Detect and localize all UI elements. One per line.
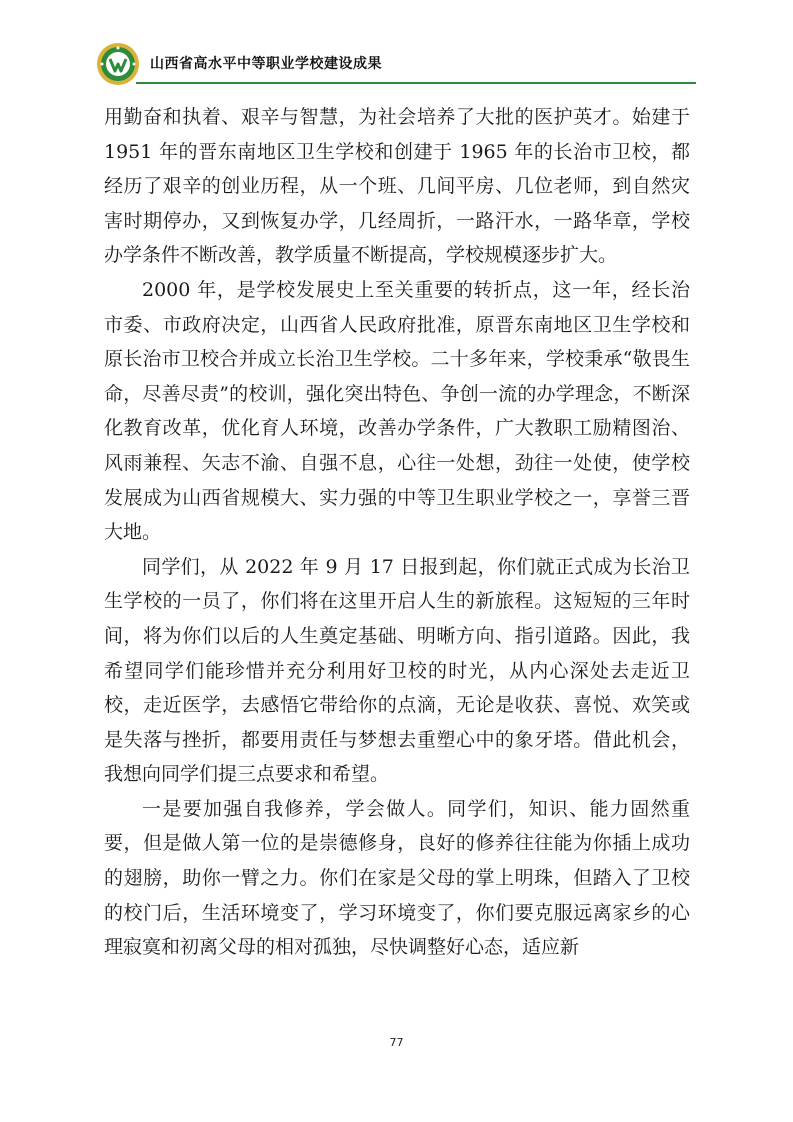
page-number: 77 <box>389 1036 404 1049</box>
header-title: 山西省高水平中等职业学校建设成果 <box>150 56 382 72</box>
header-divider <box>136 82 696 84</box>
paragraph-continued: 用勤奋和执着、艰辛与智慧，为社会培养了大批的医护英才。始建于 1951 年的晋东南地区卫生学校和创建于 1965 年的长治市卫校，都经历了艰辛的创业历程，从一个班、几间平房、几位老师，到自然灾害时期停办，又到恢复办学，几经周折，一路汗水，一路华章，学校办学条件不断改善，教学质量不断提高，学校规模逐步扩大。 <box>104 106 690 267</box>
document-body <box>104 100 690 965</box>
paragraph: 一是要加强自我修养，学会做人。同学们，知识、能力固然重要，但是做人第一位的是崇德修身，良好的修养往往能为你插上成功的翅膀，助你一臂之力。你们在家是父母的掌上明珠，但踏入了卫校的校门后，生活环境变了，学习环境变了，你们要克服远离家乡的心理寂寞和初离父母的相对孤独，尽快调整好心态，适应新 <box>104 797 690 959</box>
school-emblem-icon <box>96 42 140 86</box>
paragraph: 2000 年，是学校发展史上至关重要的转折点，这一年，经长治市委、市政府决定，山西省人民政府批准，原晋东南地区卫生学校和原长治市卫校合并成立长治卫生学校。二十多年来，学校秉承“敬畏生命，尽善尽责”的校训，强化突出特色、争创一流的办学理念，不断深化教育改革，优化育人环境，改善办学条件，广大教职工励精图治、风雨兼程、矢志不渝、自强不息，心往一处想，劲往一处使，使学校发展成为山西省规模大、实力强的中等卫生职业学校之一，享誉三晋大地。 <box>104 278 690 544</box>
paragraph: 同学们，从 2022 年 9 月 17 日报到起，你们就正式成为长治卫生学校的一员了，你们将在这里开启人生的新旅程。这短短的三年时间，将为你们以后的人生奠定基础、明晰方向、指引道路。因此，我希望同学们能珍惜并充分利用好卫校的时光，从内心深处去走近卫校，走近医学，去感悟它带给你的点滴，无论是收获、喜悦、欢笑或是失落与挫折，都要用责任与梦想去重塑心中的象牙塔。借此机会，我想向同学们提三点要求和希望。 <box>104 555 690 786</box>
page-header <box>96 42 696 86</box>
